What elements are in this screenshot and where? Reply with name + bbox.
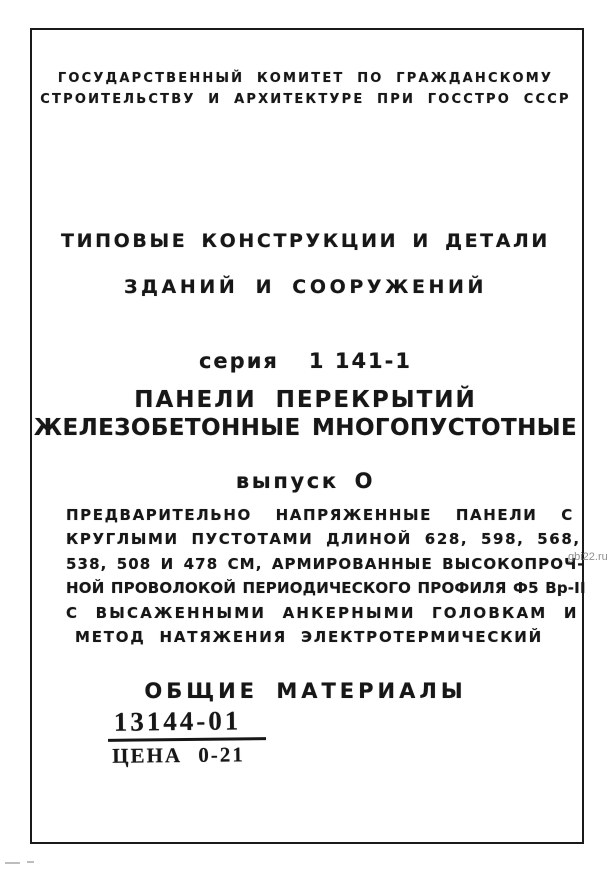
description-line: 538, 508 И 478 СМ, АРМИРОВАННЫЕ ВЫСОКОПРОЧ- — [66, 554, 585, 573]
stamp-price-value: 0-21 — [198, 742, 245, 767]
doc-type-title-line2: ЗДАНИЙ И СООРУЖЕНИЙ — [123, 276, 488, 298]
stamp-price-line — [108, 740, 266, 769]
org-header — [0, 68, 611, 110]
description-line: НОЙ ПРОВОЛОКОЙ ПЕРИОДИЧЕСКОГО ПРОФИЛЯ Ф5 Вр-II — [66, 579, 586, 598]
scan-artifact-mark — [5, 862, 20, 864]
org-header-line1: ГОСУДАРСТВЕННЫЙ КОМИТЕТ ПО ГРАЖДАНСКОМУ — [57, 71, 554, 86]
description-line: МЕТОД НАТЯЖЕНИЯ ЭЛЕКТРОТЕРМИЧЕСКИЙ — [74, 628, 544, 647]
description-line: ПРЕДВАРИТЕЛЬНО НАПРЯЖЕННЫЕ ПАНЕЛИ С — [66, 506, 574, 524]
description-line: КРУГЛЫМИ ПУСТОТАМИ ДЛИНОЙ 628, 598, 568, — [66, 530, 581, 549]
stamp-code-number: 13144-01 — [113, 705, 242, 737]
main-title-line2: ЖЕЛЕЗОБЕТОННЫЕ МНОГОПУСТОТНЫЕ — [33, 415, 578, 441]
series-label: серия — [198, 349, 279, 373]
series-line — [0, 349, 611, 373]
watermark: gbi22.ru — [568, 551, 608, 563]
series-number: 1 141-1 — [308, 349, 412, 373]
section-title: ОБЩИЕ МАТЕРИАЛЫ — [144, 679, 467, 703]
stamp-block — [108, 705, 267, 769]
org-header-line2: СТРОИТЕЛЬСТВУ И АРХИТЕКТУРЕ ПРИ ГОССТРО СССР — [40, 92, 571, 107]
description-paragraph — [66, 503, 586, 649]
issue-label: выпуск О — [235, 469, 376, 493]
doc-type-title-line1: ТИПОВЫЕ КОНСТРУКЦИИ И ДЕТАЛИ — [61, 230, 550, 252]
scan-artifact-mark — [27, 861, 34, 863]
main-title-line1: ПАНЕЛИ ПЕРЕКРЫТИЙ — [134, 387, 477, 413]
stamp-price-label: ЦЕНА — [112, 743, 183, 768]
description-line: С ВЫСАЖЕННЫМИ АНКЕРНЫМИ ГОЛОВКАМ И — [66, 603, 579, 622]
